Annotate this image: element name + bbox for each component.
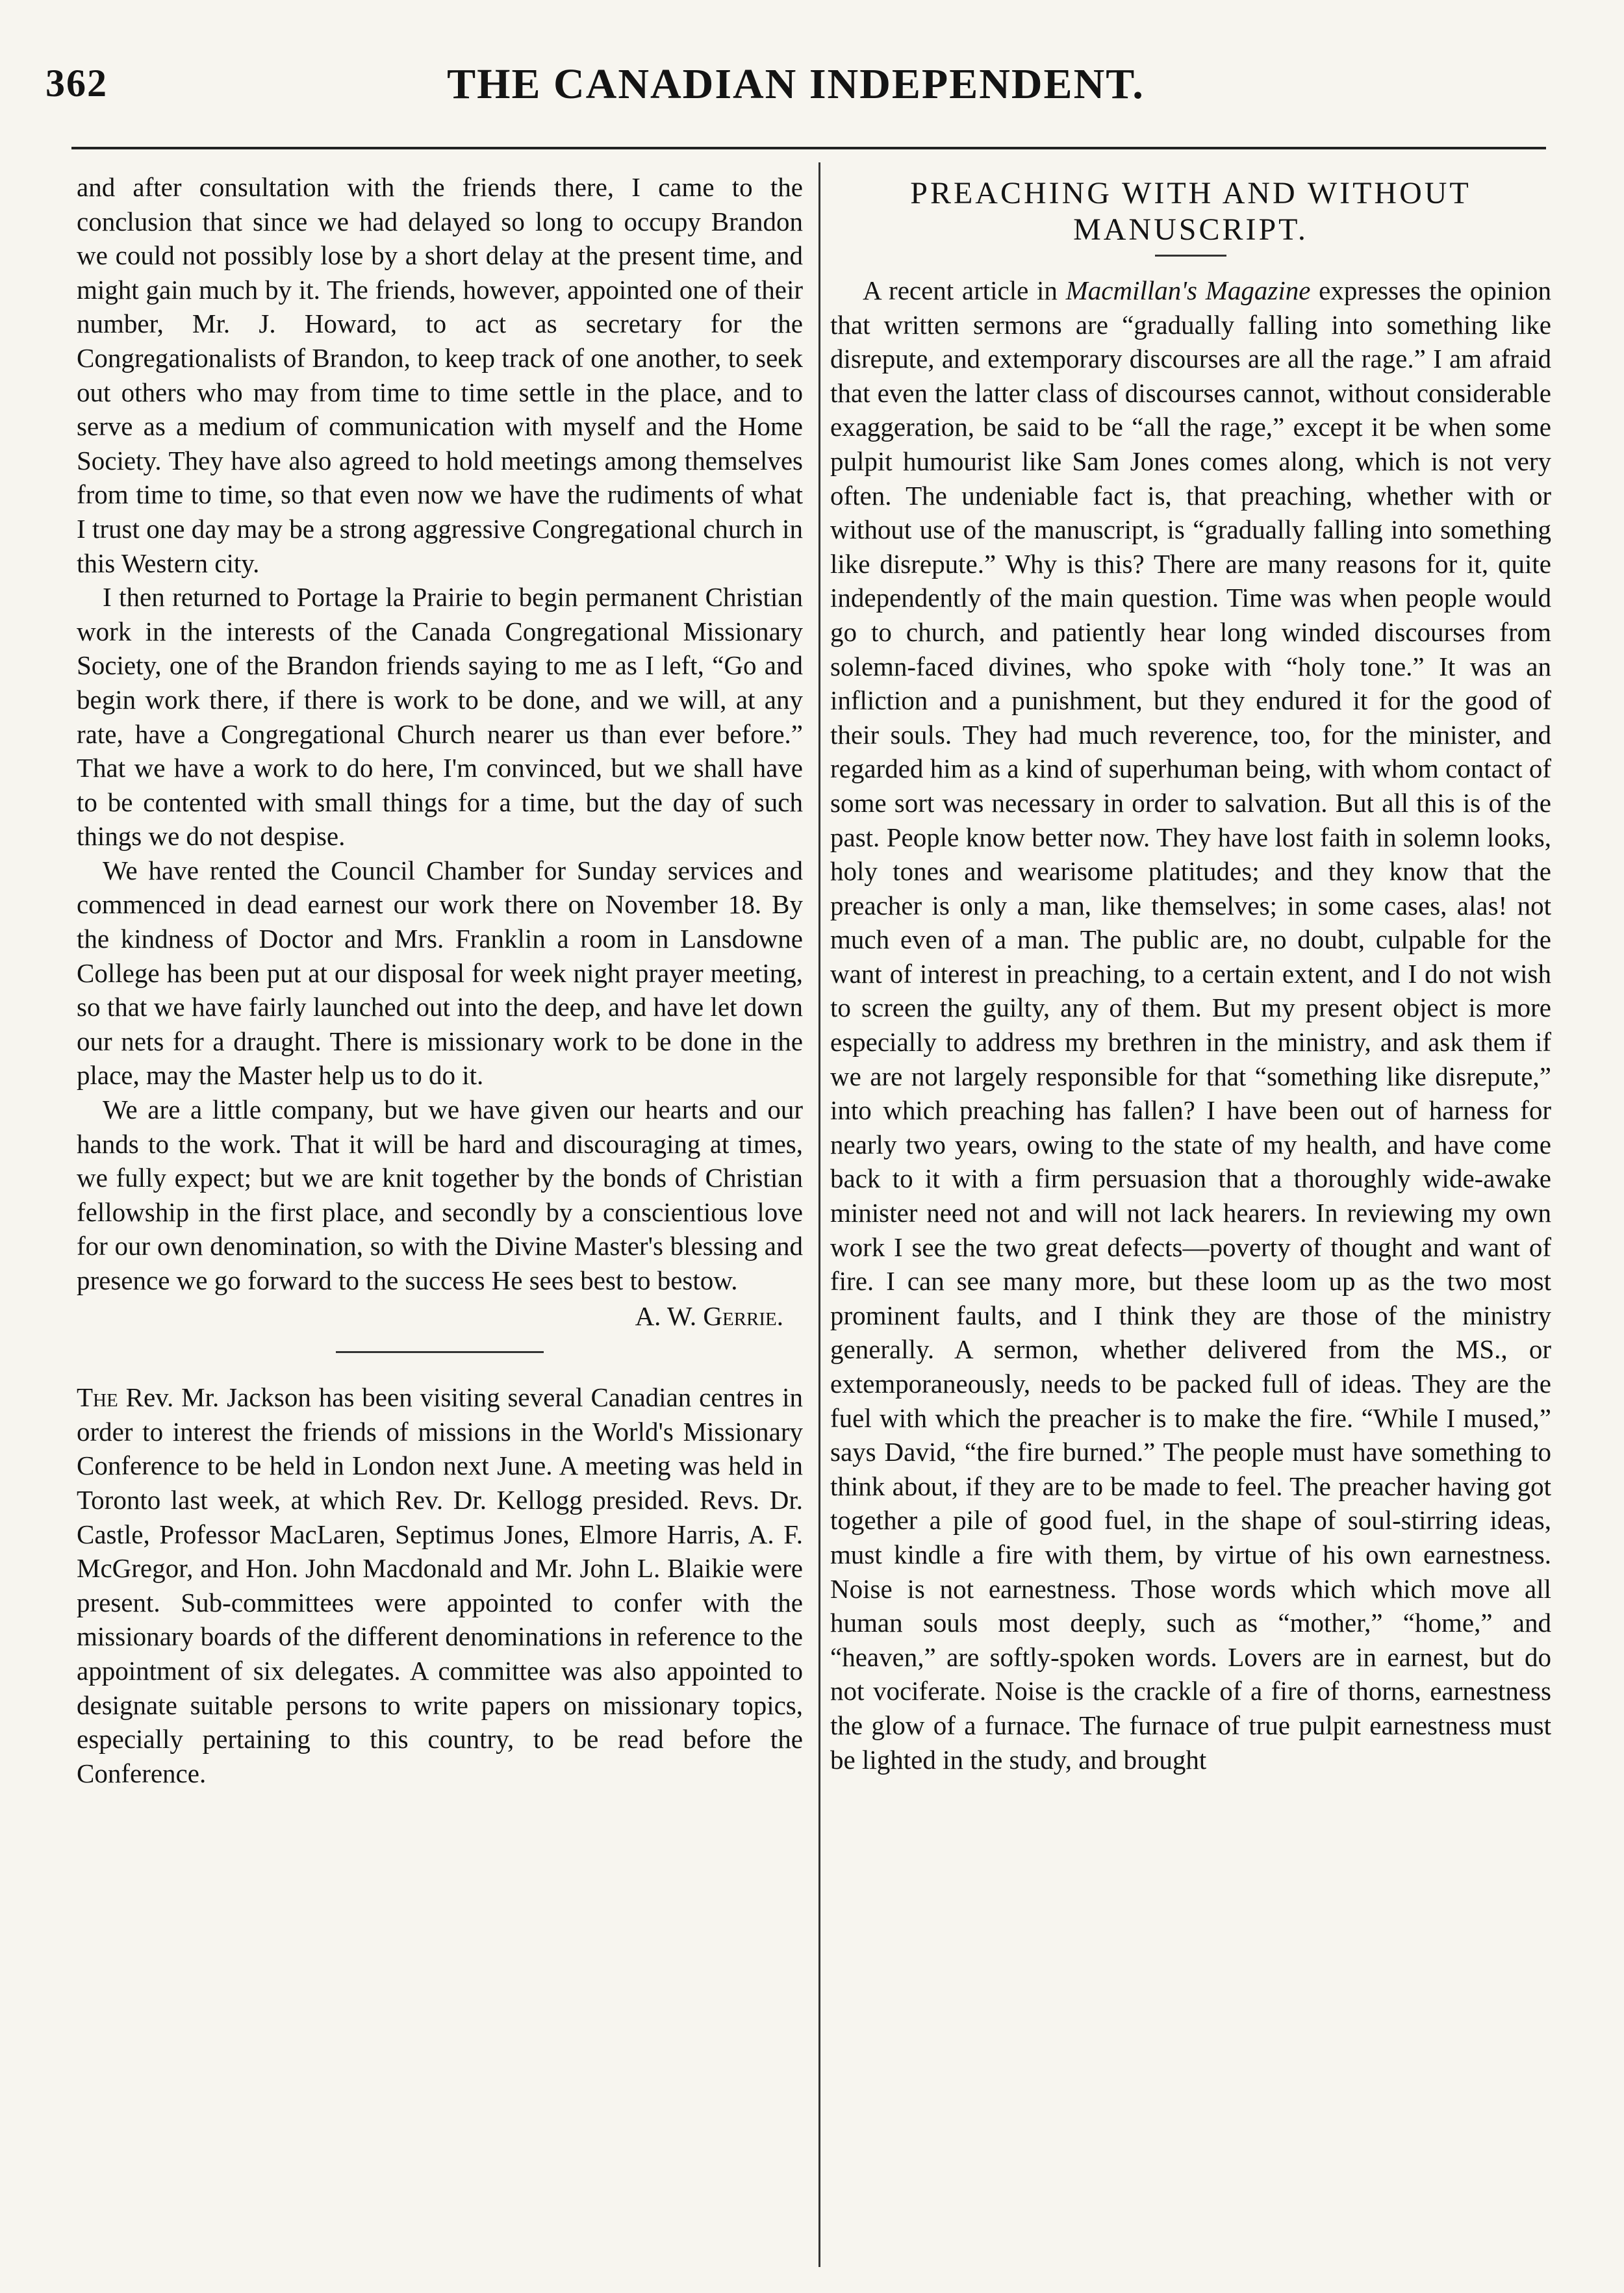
article-text-body: expresses the opinion that written sermons are “gradually falling into something like disrepute, and extemporary discourses are all the rage.” I am afraid that even the latter class of discourses cannot, without considerable exaggeration, be said to be “all the rage,” except it be when some pulpit humourist like Sam Jones comes along, which is not very often. The undeniable fact is, that preaching, whether with or without use of the manuscript, is “gradually falling into something like disrepute.” Why is this? There are many reasons for it, quite independently of the main question. Time was when people would go to church, and patiently hear long winded discourses from solemn-faced divines, who spoke with “holy tone.” It was an infliction and a punishment, but they endured it for the good of their souls. They had much reverence, too, for the minister, and regarded him as a kind of superhuman being, with whom contact of some sort was necessary in order to salvation. But all this is of the past. People know better now. They have lost faith in solemn looks, holy tones and wearisome platitudes; and they know that the preacher is only a man, like themselves; in some cases, alas! not much even of a man. The public are, no doubt, culpable for the want of interest in preaching, to a certain extent, and I do not wish to screen the guilty, any of them. But my present object is more especially to address my brethren in the ministry, and ask them if we are not largely responsible for that “something like disrepute,” into which preaching has fallen? I have been out of harness for nearly two years, owing to the state of my health, and have come back to it with a firm persuasion that a thoroughly wide-awake minister need not and will not lack hearers. In reviewing my own work I see the two great defects—poverty of thought and want of fire. I can see many more, but these loom up as the two most prominent faults, and I think they are those of the ministry generally. A sermon, whether delivered from the MS., or extemporaneously, needs to be packed full of ideas. They are the fuel with which the preacher is to make the fire. “While I mused,” says David, “the fire burned.” The people must have something to think about, if they are to be made to feel. The preacher having got together a pile of good fuel, in the shape of soul-stirring ideas, must kindle a fire with them, by virtue of his own earnestness. Noise is not earnestness. Those words which which move all human souls most deeply, such as “mother,” “home,” and “heaven,” are softly-spoken words. Lovers are in earnest, but do not vociferate. Noise is the crackle of a fire of thorns, earnestness the glow of a furnace. The furnace of true pulpit earnestness must be lighted in the study, and brought [830,275,1552,1775]
left-column [77,170,803,1790]
news-paragraph [77,1380,803,1790]
magazine-name: Macmillan's Magazine [1065,275,1311,305]
news-lead-word: The [77,1382,118,1413]
letter-paragraph-4: We are a little company, but we have given our hearts and our hands to the work. That it will be hard and discouraging at times, we fully expect; but we are knit together by the bonds of Christian fellowship in the first place, and secondly by a conscientious love for our own denomination, so with the Divine Master's blessing and presence we go forward to the success He sees best to bestow. [77,1095,803,1295]
title-rule [1155,255,1226,257]
article-paragraph [830,273,1551,1777]
article-body [830,273,1551,1777]
page-number: 362 [45,62,108,105]
article-title: PREACHING WITH AND WITHOUT MANUSCRIPT. [910,176,1471,247]
right-column [830,170,1551,1777]
letter-paragraph-2: I then returned to Portage la Prairie to begin permanent Christian work in the interests of the Canada Congregational Missionary Society, one of the Brandon friends saying to me as I left, “Go and begin work there, if there is work to be done, and we will, at any rate, have a Congregational Church nearer us than ever before.” That we have a work to do here, I'm convinced, but we shall have to be contented with small things for a time, but the day of such things we do not despise. [77,582,803,852]
column-divider [818,162,820,2267]
article-text-start: A recent article in [863,275,1058,305]
letter-paragraph-3: We have rented the Council Chamber for Sunday services and commenced in dead earnest our work there on November 18. By the kindness of Doctor and Mrs. Franklin a room in Lansdowne College has been put at our disposal for week night prayer meeting, so that we have fairly launched out into the deep, and have let down our nets for a draught. There is missionary work to be done in the place, may the Master help us to do it. [77,855,803,1091]
letter-signature: A. W. Gerrie. [635,1300,783,1331]
journal-title: THE CANADIAN INDEPENDENT. [447,60,1145,108]
news-text: Rev. Mr. Jackson has been visiting several Canadian centres in order to interest the friends of missions in the World's Missionary Conference to be held in London next June. A meeting was held in Toronto last week, at which Rev. Dr. Kellogg presided. Revs. Dr. Castle, Professor MacLaren, Septimus Jones, Elmore Harris, A. F. McGregor, and Hon. John Macdonald and Mr. John L. Blaikie were present. Sub-committees were appointed to confer with the missionary boards of the different denominations in reference to the appointment of six delegates. A committee was also appointed to designate suitable persons to write papers on missionary topics, especially pertaining to this country, to be read before the Conference. [77,1382,804,1788]
section-rule [336,1351,544,1353]
page-header [39,55,1553,120]
letter-paragraph-1: and after consultation with the friends there, I came to the conclusion that since we had delayed so long to occupy Brandon we could not possibly lose by a short delay at the present time, and might gain much by it. The friends, however, appointed one of their number, Mr. J. Howard, to act as secretary for the Congregationalists of Brandon, to keep track of one another, to seek out others who may from time to time settle in the place, and to serve as a medium of communication with myself and the Home Society. They have also agreed to hold meetings among themselves from time to time, so that even now we have the rudiments of what I trust one day may be a strong aggressive Congregational church in this Western city. [77,172,803,578]
header-rule [71,147,1546,149]
